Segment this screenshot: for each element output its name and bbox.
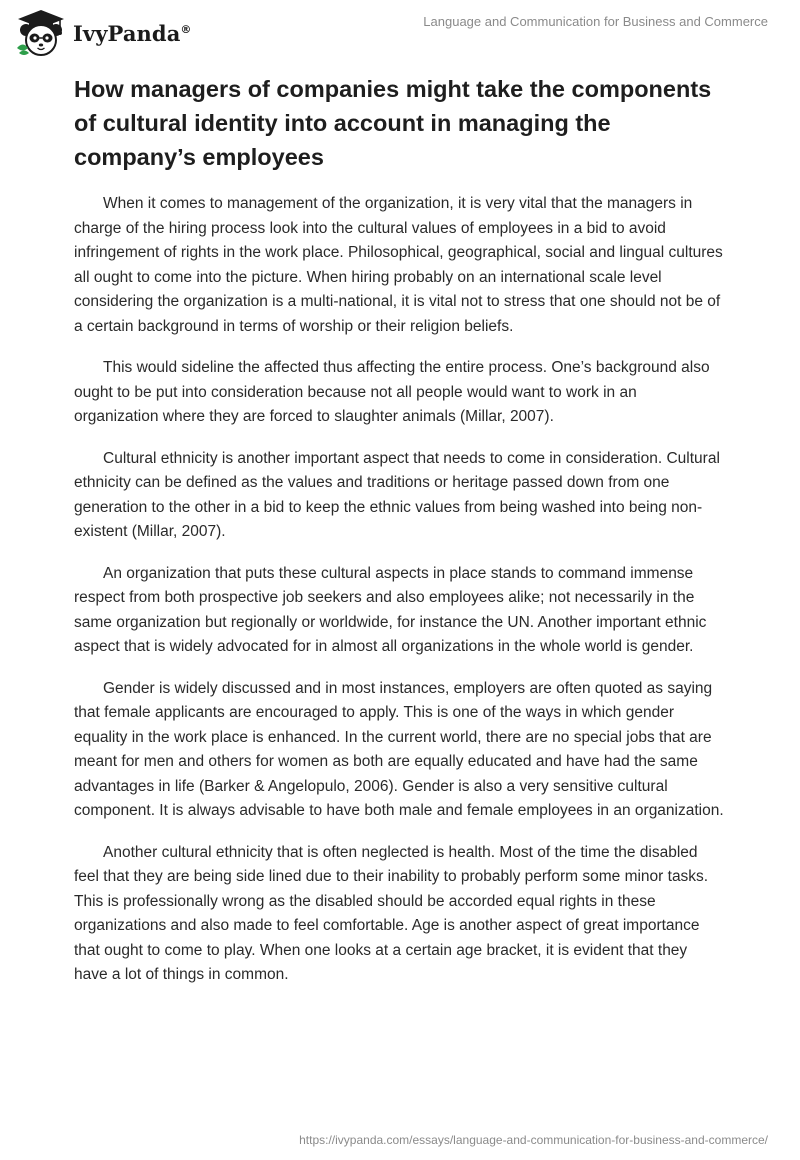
brand-name	[73, 21, 192, 46]
paragraph: Gender is widely discussed and in most instances, employers are often quoted as saying that female applicants are encouraged to apply. This is one of the ways in which gender equality in the work place is enhanced. In the current world, there are no special jobs that are meant for men and others for women as both are equally educated and have had the same advantages in life (Barker & Angelopulo, 2006). Gender is also a very sensitive cultural component. It is always advisable to have both male and female employees in an organization.	[74, 679, 724, 819]
page-header	[0, 0, 800, 70]
ivypanda-logo[interactable]	[14, 8, 192, 58]
paragraph: An organization that puts these cultural aspects in place stands to command immense respect from both prospective job seekers and also employees alike; not necessarily in the same organization but regionally or worldwide, for instance the UN. Another important ethnic aspect that is widely advocated for in almost all organizations in the whole world is gender.	[74, 564, 707, 655]
brand-name-text: IvyPanda	[73, 20, 181, 46]
registered-mark: ®	[180, 22, 192, 36]
article-title: How managers of companies might take the components of cultural identity into account in managing the company’s employees	[74, 76, 712, 170]
paragraph: This would sideline the affected thus affecting the entire process. One’s background also ought to be put into consideration because not all people would want to work in an organization where they are forced to slaughter animals (Millar, 2007).	[74, 359, 710, 425]
source-url[interactable]: https://ivypanda.com/essays/language-and-communication-for-business-and-commerce/	[299, 1133, 768, 1147]
document-subject: Language and Communication for Business and Commerce	[423, 14, 768, 29]
paragraph: When it comes to management of the organization, it is very vital that the managers in charge of the hiring process look into the cultural values of employees in a bid to avoid infringement of rights in the work place. Philosophical, geographical, social and lingual cultures all ought to come into the picture. When hiring probably on an international scale level considering the organization is a multi-national, it is vital not to stress that one should not be of a certain background in terms of worship or their religion beliefs.	[74, 195, 723, 335]
paragraph: Another cultural ethnicity that is often neglected is health. Most of the time the disabled feel that they are being side lined due to their inability to probably perform some minor tasks. This is professionally wrong as the disabled should be accorded equal rights in these organizations and also made to feel comfortable. Age is another aspect of great importance that ought to come to play. When one looks at a certain age bracket, it is evident that they have a lot of things in common.	[74, 843, 709, 983]
article-body	[74, 72, 724, 1005]
panda-graduate-icon	[14, 8, 68, 58]
paragraph: Cultural ethnicity is another important aspect that needs to come in consideration. Cultural ethnicity can be defined as the values and traditions or heritage passed down from one generation to the other in a bid to keep the ethnic values from being washed into being non-existent (Millar, 2007).	[74, 449, 720, 540]
